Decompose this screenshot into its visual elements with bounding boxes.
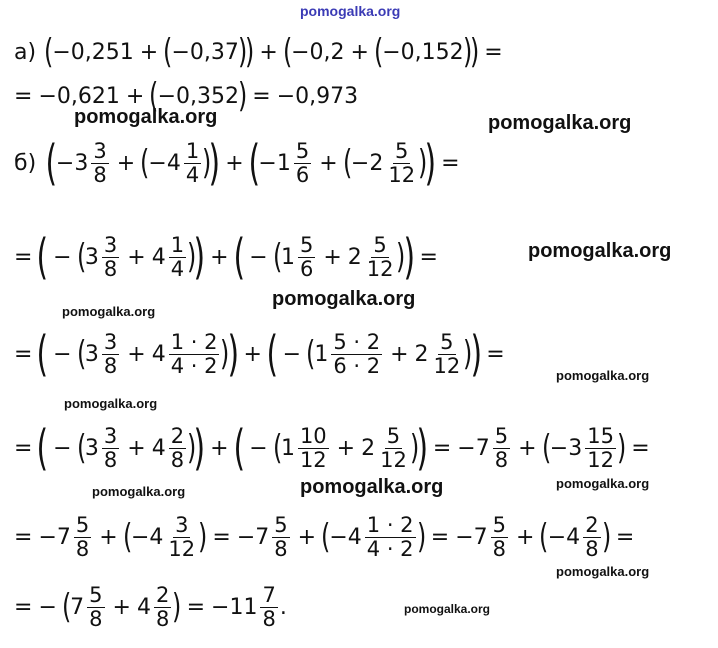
- part-b-label: б): [14, 150, 37, 176]
- whole-part: 1: [280, 435, 295, 461]
- fraction: $\frac{5}{8}$: [492, 513, 507, 561]
- fraction: $\frac{15}{12}$: [587, 424, 614, 472]
- fraction: $\frac{5 \cdot 2}{6 \cdot 2}$: [333, 330, 381, 378]
- fraction: $\frac{2}{8}$: [585, 513, 599, 561]
- final-fraction: $\frac{7}{8}$: [262, 583, 276, 631]
- part-b-line-5: = −7 $\frac{5}{8}$ + ( −4 $\frac{3}{12}$ ) = −7 $\frac{5}{8}$ + ( −4 $\frac{1 \cdot 2}{4 \cdot 2}$ ) = −7 $\frac{5}{8}$ + ( −4 $\frac{2}{8}$ ) =: [14, 513, 635, 561]
- fraction: $\frac{5}{12}$: [380, 424, 407, 472]
- fraction: $\frac{3}{8}$: [93, 139, 107, 187]
- watermark: pomogalka.org: [74, 106, 218, 128]
- part-a-label: а): [14, 39, 37, 65]
- fraction: $\frac{1}{4}$: [170, 233, 185, 281]
- fraction: $\frac{5}{8}$: [89, 583, 103, 631]
- part-b-line-3: = ( − ( 3 $\frac{3}{8}$ + 4 $\frac{1 \cdot 2}{4 \cdot 2}$ ) ) + ( − ( 1 $\frac{5 \cdot 2}{6 \cdot 2}$ + 2 $\frac{5}{12}$ ) ) =: [14, 326, 505, 382]
- whole-part: −7: [38, 524, 71, 550]
- fraction: $\frac{5}{6}$: [299, 233, 314, 281]
- watermark: pomogalka.org: [556, 368, 650, 383]
- part-b-line-1: б) ( −3 $\frac{3}{8}$ + ( −4 $\frac{1}{4}$ ) ) + ( −1 $\frac{5}{6}$ + ( −2 $\frac{5}{12}$ ) ) =: [14, 135, 460, 191]
- part-b-line-2: = ( − ( 3 $\frac{3}{8}$ + 4 $\frac{1}{4}$ ) ) + ( − ( 1 $\frac{5}{6}$ + 2 $\frac{5}{12}$ ) ) =: [14, 229, 438, 285]
- fraction: $\frac{5}{8}$: [274, 513, 288, 561]
- fraction: $\frac{1 \cdot 2}{4 \cdot 2}$: [366, 513, 414, 561]
- whole-part: 7: [70, 594, 85, 620]
- whole-part: 4: [151, 435, 166, 461]
- whole-part: 4: [151, 244, 166, 270]
- fraction: $\frac{1}{4}$: [185, 139, 200, 187]
- fraction: $\frac{5}{12}$: [388, 139, 416, 187]
- fraction: $\frac{3}{12}$: [168, 513, 196, 561]
- watermark: pomogalka.org: [488, 112, 632, 134]
- whole-part: −1: [258, 150, 291, 176]
- watermark: pomogalka.org: [92, 484, 186, 499]
- whole-part: −11: [211, 594, 258, 620]
- fraction: $\frac{5}{12}$: [433, 330, 461, 378]
- fraction: $\frac{10}{12}$: [299, 424, 327, 472]
- whole-part: −4: [547, 524, 581, 550]
- whole-part: −4: [329, 524, 362, 550]
- fraction: $\frac{3}{8}$: [103, 233, 118, 281]
- whole-part: 4: [151, 341, 166, 367]
- watermark: pomogalka.org: [528, 240, 672, 262]
- watermark: pomogalka.org: [556, 564, 650, 579]
- fraction: $\frac{2}{8}$: [170, 424, 185, 472]
- period: .: [279, 594, 287, 620]
- whole-part: −4: [130, 524, 164, 550]
- watermark: pomogalka.org: [64, 396, 158, 411]
- whole-part: 3: [84, 341, 99, 367]
- part-a-line-1: а) ( −0,251 + ( −0,37 ) ) + ( −0,2 + ( −0,152 ) ) =: [14, 32, 503, 72]
- number: −0,152: [382, 39, 464, 65]
- whole-part: 2: [361, 435, 376, 461]
- fraction: $\frac{3}{8}$: [103, 330, 118, 378]
- whole-part: −7: [236, 524, 270, 550]
- number: −0,2: [291, 39, 345, 65]
- part-a-line-2: = −0,621 + ( −0,352 ) = −0,973: [14, 76, 359, 116]
- whole-part: 2: [347, 244, 362, 270]
- fraction: $\frac{5}{6}$: [295, 139, 310, 187]
- fraction: $\frac{5}{8}$: [75, 513, 90, 561]
- watermark: pomogalka.org: [404, 602, 491, 616]
- whole-part: −7: [457, 435, 490, 461]
- whole-part: 3: [84, 244, 99, 270]
- watermark: pomogalka.org: [62, 304, 156, 319]
- number: −0,251: [52, 39, 134, 65]
- part-b-line-4: = ( − ( 3 $\frac{3}{8}$ + 4 $\frac{2}{8}$ ) ) + ( − ( 1 $\frac{10}{12}$ + 2 $\frac{5}{12}$ ) ) = −7 $\frac{5}{8}$ + ( −3 $\frac{15}{12}$ ) =: [14, 420, 650, 476]
- watermark: pomogalka.org: [556, 476, 650, 491]
- whole-part: 3: [84, 435, 99, 461]
- number: −0,352: [157, 83, 239, 109]
- whole-part: −4: [148, 150, 181, 176]
- fraction: $\frac{1 \cdot 2}{4 \cdot 2}$: [170, 330, 218, 378]
- whole-part: 1: [280, 244, 295, 270]
- whole-part: 1: [314, 341, 329, 367]
- fraction: $\frac{3}{8}$: [103, 424, 118, 472]
- watermark: pomogalka.org: [300, 476, 444, 498]
- whole-part: −3: [55, 150, 89, 176]
- number: −0,621: [38, 83, 120, 109]
- whole-part: −2: [350, 150, 384, 176]
- whole-part: 4: [136, 594, 151, 620]
- watermark: pomogalka.org: [272, 288, 416, 310]
- number: −0,37: [171, 39, 239, 65]
- result: −0,973: [276, 83, 359, 109]
- whole-part: 2: [414, 341, 429, 367]
- fraction: $\frac{2}{8}$: [155, 583, 170, 631]
- watermark-top: pomogalka.org: [300, 3, 401, 19]
- fraction: $\frac{5}{12}$: [366, 233, 394, 281]
- whole-part: −3: [549, 435, 583, 461]
- part-b-line-6: = − ( 7 $\frac{5}{8}$ + 4 $\frac{2}{8}$ ) = −11 $\frac{7}{8}$ .: [14, 583, 287, 631]
- whole-part: −7: [455, 524, 488, 550]
- fraction: $\frac{5}{8}$: [494, 424, 509, 472]
